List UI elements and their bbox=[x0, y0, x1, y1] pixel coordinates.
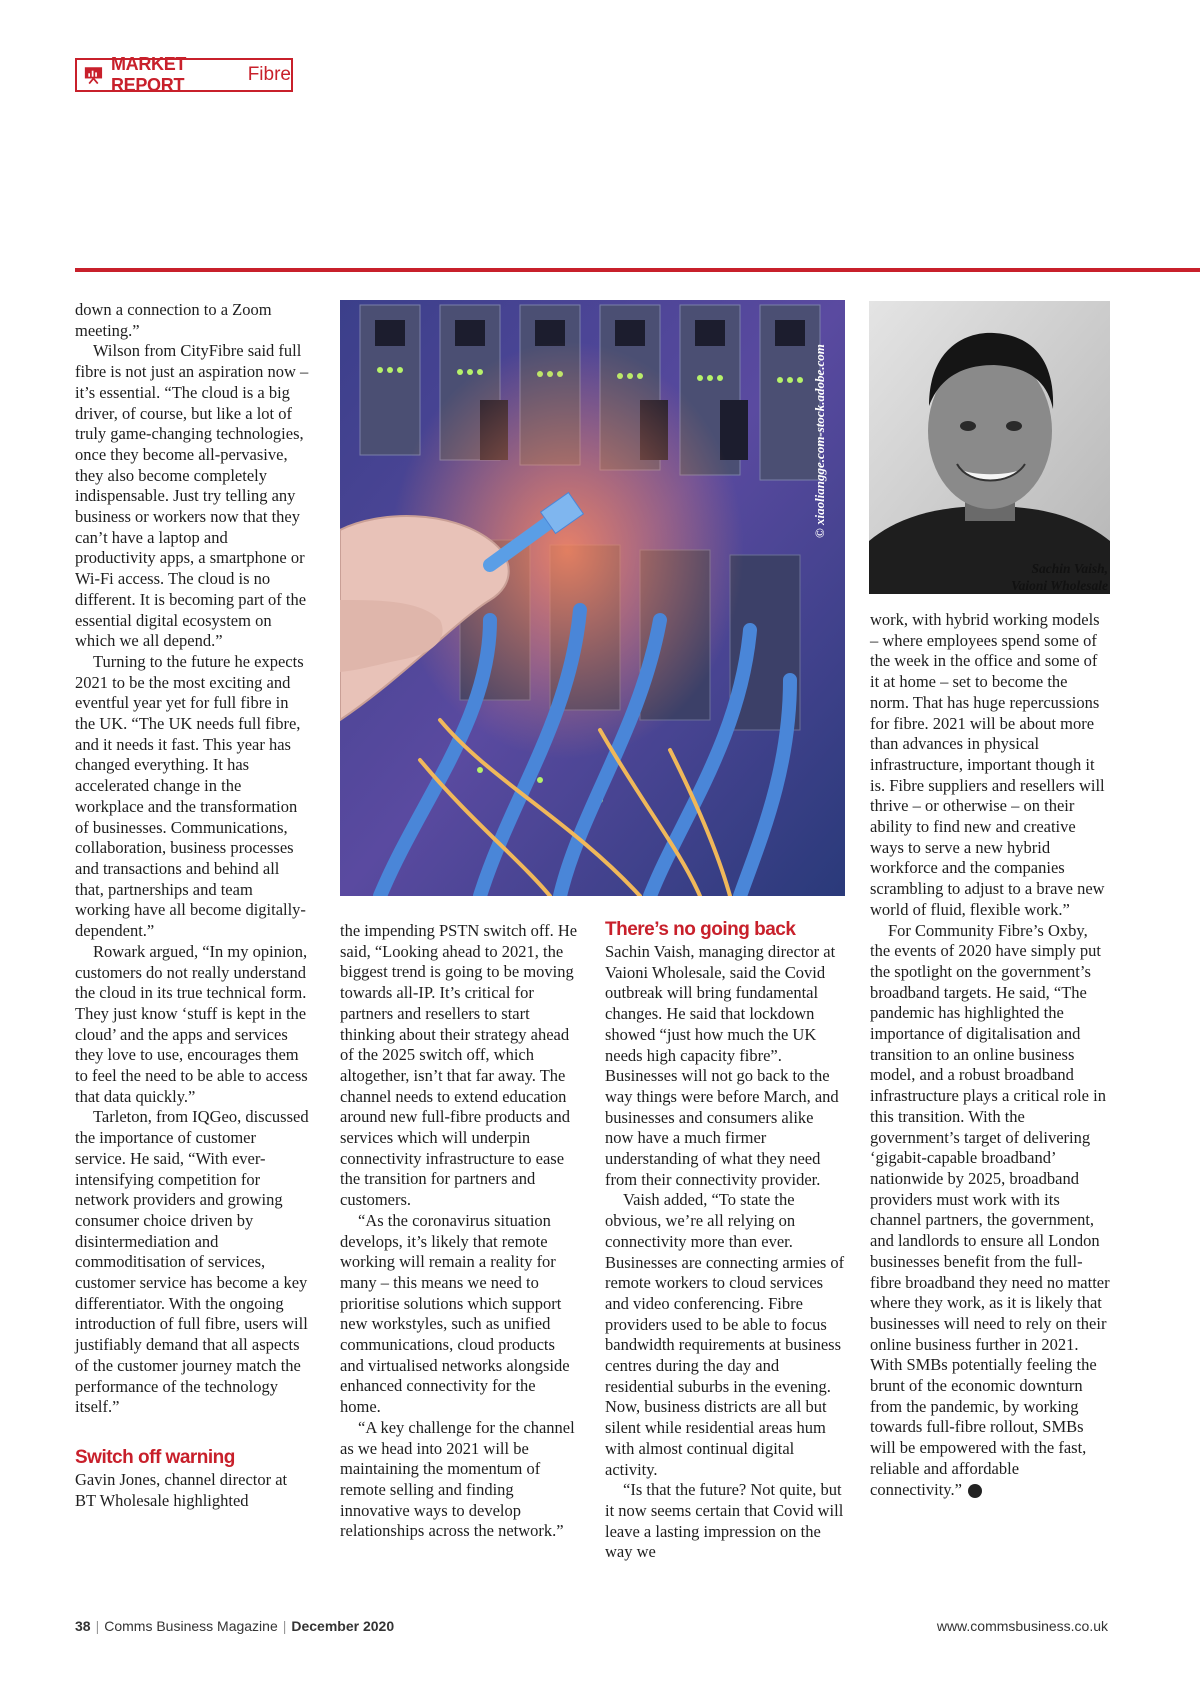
paragraph-text: For Community Fibre’s Oxby, the events of 2020 have simply put the spotlight on the government’s broadband targets. He said, “The pandemic has highlighted the importance of digitalisation and transition to an online business model, and a robust broadband infrastructure plays a critical role in this transition. With the government’s target of delivering ‘gigabit-capable broadband’ nationwide by 2025, broadband providers must work with its channel partners, the government, and landlords to ensure all London businesses benefit from the full-fibre broadband they need no matter where they work, as it is likely that businesses will need to rely on their online business further in 2021. With SMBs potentially feeling the brunt of the economic downturn from the pandemic, by working towards full-fibre rollout, SMBs will be empowered with the fast, reliable and affordable connectivity.” bbox=[870, 920, 1110, 1499]
section-tag-label: MARKET REPORT bbox=[110, 54, 187, 95]
section-tag-topic: Fibre bbox=[247, 64, 291, 85]
article-column-4 bbox=[870, 610, 1110, 1500]
portrait-image bbox=[869, 301, 1110, 594]
paragraph: “Is that the future? Not quite, but it now seems certain that Covid will leave a lasting impression on the way we bbox=[605, 1480, 844, 1562]
subhead-switch-off-warning: Switch off warning bbox=[75, 1446, 235, 1468]
footer-left: 38 | Comms Business Magazine | December 2020 bbox=[75, 1618, 395, 1634]
paragraph: Wilson from CityFibre said full fibre is not just an aspiration now – it’s essential. “The cloud is a big driver, of course, but like a lot of truly game-changing technologies, once they become all-pervasive, they also become completely indispensable. Just try telling any business or workers now that they can’t have a laptop and productivity apps, a smartphone or Wi-Fi access. The cloud is no different. It is becoming part of the essential digital ecosystem on which we all depend.” bbox=[75, 341, 309, 651]
paragraph: Turning to the future he expects 2021 to be the most exciting and eventful year yet for full fibre in the UK. “The UK needs full fibre, and it needs it fast. This year has changed everything. It has accelerated change in the workplace and the transformation of businesses. Communications, collaboration, business processes and transactions and behind all that, partnerships and team working have all become digitally-dependent.” bbox=[75, 651, 306, 941]
subhead-no-going-back: There’s no going back bbox=[605, 919, 796, 940]
paragraph: Gavin Jones, channel director at BT Wholesale highlighted bbox=[75, 1469, 288, 1510]
portrait-photo bbox=[869, 301, 1110, 594]
section-tag bbox=[75, 54, 293, 95]
issue-date: December 2020 bbox=[291, 1618, 395, 1634]
paragraph: Rowark argued, “In my opinion, customers do not really understand the cloud in its true technical form. They just know ‘stuff is kept in the cloud’ and the apps and services they love to use, encourages them to feel the need to be able to access that data quickly.” bbox=[75, 941, 308, 1106]
photo-credit bbox=[806, 310, 836, 540]
photo-credit-text: © xiaoliangge.com-stock.adobe.com bbox=[812, 344, 827, 538]
paragraph: the impending PSTN switch off. He said, “Looking ahead to 2021, the biggest trend is going to be moving towards all-IP. It’s critical for partners and resellers to start thinking about their strategy ahead of the 2025 switch off, which altogether, isn’t that far away. The channel needs to extend education around new full-fibre products and services which will underpin connectivity infrastructure to ease the transition for partners and customers. bbox=[340, 921, 578, 1210]
paragraph: Vaish added, “To state the obvious, we’re all relying on connectivity more than ever. Businesses are connecting armies of remote workers to cloud services and video conferencing. Fibre providers used to be able to focus bandwidth requirements at business centres during the day and residential suburbs in the evening. Now, business districts are all but silent while residential areas hum with almost continual digital activity. bbox=[605, 1190, 845, 1479]
paragraph: “As the coronavirus situation develops, it’s likely that remote working will remain a reality for many – this means we need to prioritise solutions which support new workstyles, such as unified communications, cloud products and virtualised networks alongside enhanced connectivity for the home. bbox=[340, 1210, 570, 1417]
fibre-switch-photo bbox=[340, 300, 845, 896]
paragraph bbox=[870, 921, 1110, 1501]
magazine-name: Comms Business Magazine bbox=[104, 1618, 278, 1634]
paragraph: “A key challenge for the channel as we head into 2021 will be maintaining the momentum of remote selling and finding innovative ways to develop relationships across the network.” bbox=[340, 1417, 575, 1541]
paragraph: work, with hybrid working models – where employees spend some of the week in the office and some of it at home – set to become the norm. That has huge repercussions for fibre. 2021 will be about more than advances in physical infrastructure, important though it is. Fibre suppliers and resellers will thrive – or otherwise – on their ability to find new and creative ways to serve a new hybrid workforce and the companies scrambling to adjust to a brave new world of fluid, flexible work.” bbox=[870, 610, 1105, 919]
end-mark-icon: CB bbox=[968, 1484, 982, 1498]
caption-name: Sachin Vaish, bbox=[1031, 561, 1108, 576]
header-rule bbox=[75, 268, 1200, 272]
footer-url[interactable]: www.commsbusiness.co.uk bbox=[936, 1618, 1108, 1634]
article-column-1 bbox=[75, 300, 310, 1511]
page-number: 38 bbox=[75, 1618, 91, 1634]
article-column-3 bbox=[605, 918, 845, 1563]
presentation-chart-icon bbox=[84, 64, 103, 86]
feature-photo bbox=[340, 300, 845, 896]
paragraph: Sachin Vaish, managing director at Vaioni Wholesale, said the Covid outbreak will bring fundamental changes. He said that lockdown showed “just how much the UK needs high capacity fibre”. Businesses will not go back to the way things were before March, and businesses and consumers alike now have a much firmer understanding of what they need from their connectivity provider. bbox=[605, 942, 839, 1189]
portrait-caption bbox=[960, 560, 1108, 594]
caption-company: Vaioni Wholesale bbox=[1011, 578, 1108, 593]
article-column-2 bbox=[340, 921, 578, 1542]
paragraph: down a connection to a Zoom meeting.” bbox=[75, 300, 272, 340]
paragraph: Tarleton, from IQGeo, discussed the importance of customer service. He said, “With ever-intensifying competition for network providers and growing consumer choice driven by disintermediation and commoditisation of services, customer service has become a key differentiator. With the ongoing introduction of full fibre, users will justifiably demand that all aspects of the customer journey match the performance of the technology itself.” bbox=[75, 1107, 309, 1417]
